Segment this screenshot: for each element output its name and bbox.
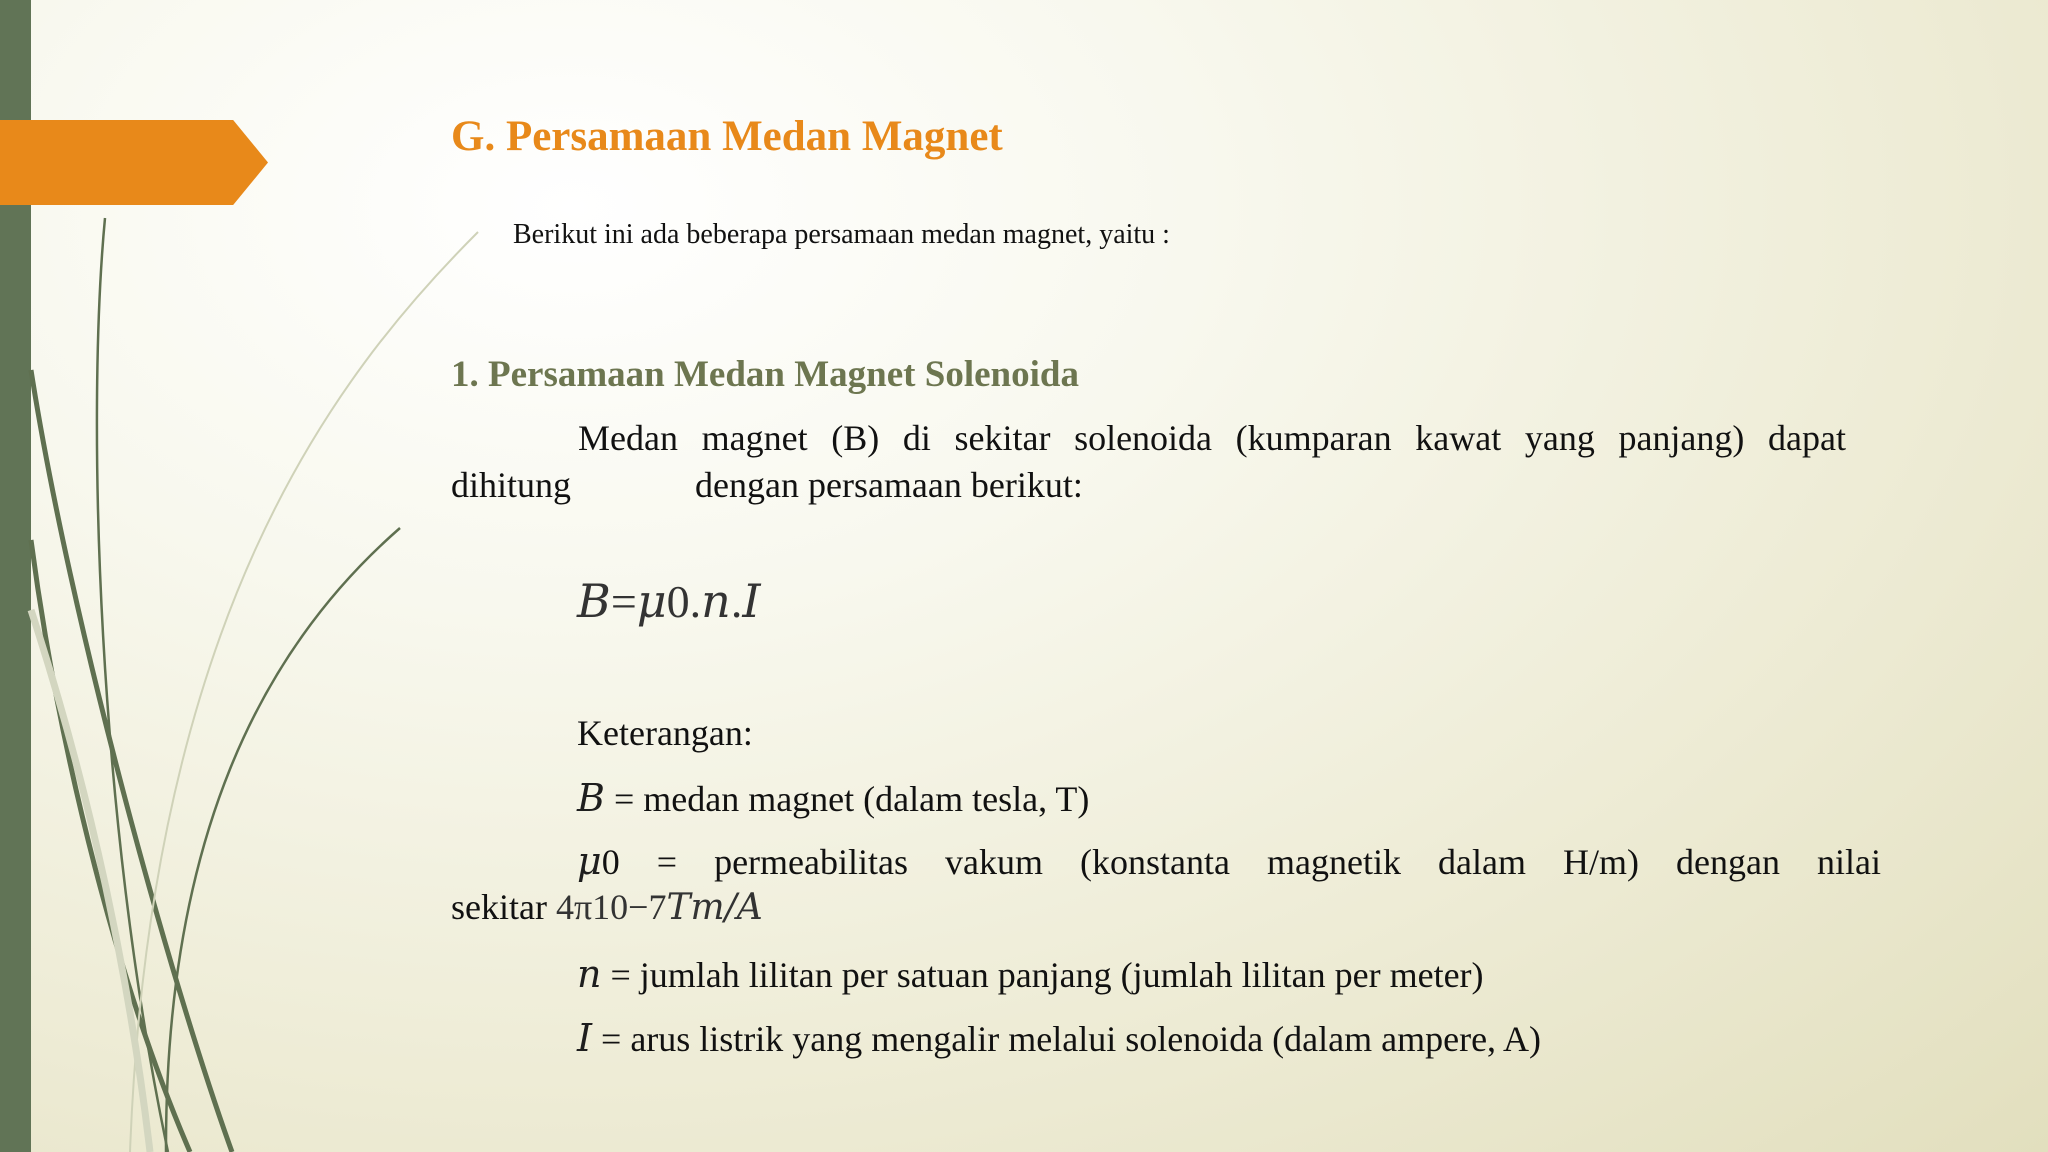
keterangan-label: Keterangan:: [577, 713, 753, 753]
paragraph-line-2: [451, 462, 1846, 509]
definition-mu0-line-1: [451, 839, 1881, 885]
symbol-n: n: [577, 952, 602, 996]
section-heading: 1. Persamaan Medan Magnet Solenoida: [451, 354, 1079, 395]
definition-i: [577, 1016, 1541, 1060]
mu0-value-unit: Tm/A: [666, 887, 763, 928]
definition-mu0-line-2: [451, 885, 1881, 930]
definition-b-text: = medan magnet (dalam tesla, T): [604, 779, 1090, 819]
definition-mu0-prefix: sekitar: [451, 887, 556, 927]
definition-n: [577, 952, 1484, 996]
definition-i-text: = arus listrik yang mengalir melalui solenoida (dalam ampere, A): [592, 1019, 1542, 1059]
symbol-b: B: [577, 776, 605, 820]
definition-mu0-text: 0 = permeabilitas vakum (konstanta magnetik dalam H/m) dengan nilai: [601, 842, 1881, 882]
formula-mu: μ: [636, 574, 667, 628]
formula-dot: .: [730, 576, 743, 627]
formula-equals: =: [610, 576, 637, 627]
intro-text: Berikut ini ada beberapa persamaan medan magnet, yaitu :: [513, 219, 1170, 250]
paragraph-line-1: Medan magnet (B) di sekitar solenoida (kumparan kawat yang panjang) dapat: [578, 418, 1846, 458]
slide-title: G. Persamaan Medan Magnet: [451, 113, 1003, 160]
definition-b: [577, 776, 1089, 820]
title-arrow-accent: [0, 120, 268, 205]
mu0-value-power: 10−7: [592, 887, 667, 927]
mu0-value-4pi: 4π: [555, 887, 593, 927]
symbol-i: I: [577, 1016, 593, 1060]
solenoid-formula: [577, 574, 760, 628]
formula-n: n: [701, 574, 731, 628]
definition-n-text: = jumlah lilitan per satuan panjang (jumlah lilitan per meter): [601, 955, 1484, 995]
symbol-mu: μ: [577, 839, 602, 883]
solenoid-paragraph: [451, 415, 1846, 509]
formula-b: B: [577, 574, 611, 628]
formula-i: I: [742, 574, 761, 628]
formula-zero: 0.: [666, 576, 702, 627]
paragraph-line-2-start: dihitung: [451, 465, 572, 505]
definition-mu0: [451, 839, 1881, 930]
paragraph-line-2-end: dengan persamaan berikut:: [695, 465, 1083, 505]
